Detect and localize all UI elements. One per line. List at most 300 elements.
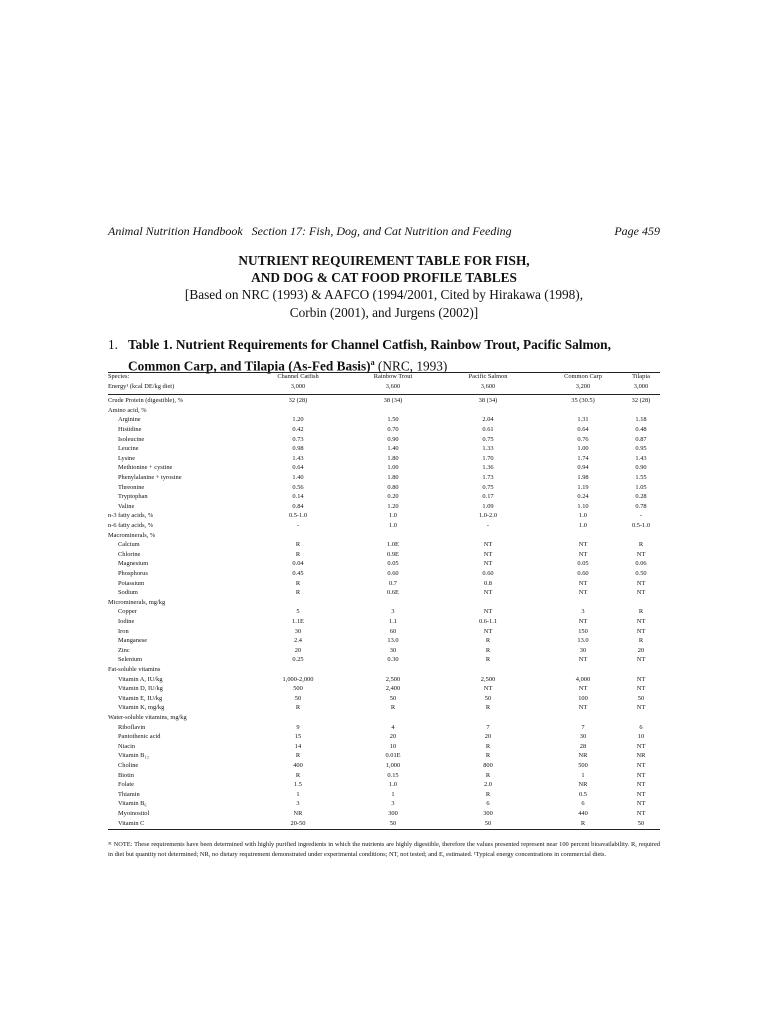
- table-row: [108, 713, 660, 723]
- table-cell: 1.74: [577, 454, 589, 462]
- table-cell: 0.50: [635, 570, 647, 577]
- table-cell: 0.94: [577, 464, 589, 472]
- table-cell: R: [485, 656, 491, 664]
- table-cell: 3,000: [290, 382, 306, 390]
- table-row: [108, 521, 660, 531]
- table-cell: Tilapia: [632, 373, 650, 380]
- row-label: Fat-soluble vitamins: [108, 666, 161, 673]
- table-row: [108, 723, 660, 733]
- table-cell: Rainbow Trout: [373, 373, 413, 380]
- list-number: 1.: [108, 337, 118, 352]
- table-cell: 1.05: [635, 483, 647, 491]
- table-row: [108, 444, 660, 454]
- table-cell: 1.20: [387, 502, 399, 510]
- table-cell: 0.48: [635, 426, 647, 433]
- table-cell: 0.04: [292, 560, 304, 568]
- table-row: [108, 780, 660, 790]
- table-cell: 9: [296, 723, 300, 731]
- table-cell: 0.90: [635, 464, 647, 472]
- table-cell: 440: [578, 810, 588, 817]
- row-label: Leucine: [118, 445, 139, 453]
- table-cell: -: [486, 522, 490, 529]
- table-cell: 0.61: [482, 426, 494, 433]
- table-row: [108, 425, 660, 435]
- table-cell: 1.80: [387, 474, 399, 481]
- table-cell: 30: [389, 646, 397, 654]
- table-cell: 1.5: [294, 781, 302, 789]
- table-cell: 2.04: [482, 416, 494, 424]
- table-cell: 32 (28): [288, 397, 308, 405]
- row-label: Calcium: [118, 541, 140, 549]
- table-cell: 1.09: [482, 502, 494, 510]
- table-row: [108, 607, 660, 617]
- table-cell: 13.0: [577, 637, 589, 645]
- table-cell: NT: [483, 627, 493, 635]
- table-cell: 20: [637, 646, 645, 654]
- table-cell: 3,600: [480, 382, 496, 390]
- table-cell: NT: [483, 685, 493, 693]
- table-cell: 300: [483, 810, 493, 817]
- row-label: Manganese: [118, 637, 148, 645]
- table-cell: NT: [636, 790, 646, 798]
- row-label: Macrominerals, %: [108, 531, 156, 539]
- table-cell: 28: [579, 742, 587, 750]
- row-label: Amino acid, %: [108, 406, 147, 414]
- table-row: [108, 790, 660, 800]
- table-cell: 2,500: [480, 675, 496, 683]
- table-cell: R: [485, 704, 491, 712]
- table-cell: 1.0: [389, 522, 397, 529]
- table-cell: 0.42: [292, 426, 304, 433]
- table-cell: 1.40: [292, 474, 304, 481]
- table-cell: NT: [636, 685, 646, 693]
- table-cell: NR: [578, 752, 588, 760]
- table-cell: 1.36: [482, 464, 494, 472]
- table-cell: 1.73: [482, 474, 494, 481]
- table-cell: R: [485, 771, 491, 779]
- table-row: [108, 569, 660, 579]
- row-label: Isoleucine: [118, 435, 145, 443]
- row-label: Lysine: [118, 454, 136, 462]
- table-row: [108, 732, 660, 742]
- row-label: Histidine: [118, 426, 142, 433]
- table-cell: 1,000: [385, 762, 401, 769]
- table-footnote: ³¹ NOTE: These requirements have been determined with highly purified ingredients in which the nutrients are highly digestible, therefore the values presented represent near 100 percent bioavailability. R, required in diet but quantity not determined; NR, no dietary requirement demonstrated under experimental conditions; NT, not tested; and E, estimated. ¹Typical energy concentrations in commercial diets.: [108, 841, 660, 858]
- table-cell: 0.05: [577, 560, 589, 568]
- table-cell: 0.75: [482, 435, 494, 443]
- table-cell: NR: [636, 752, 646, 760]
- table-cell: 0.05: [387, 560, 399, 568]
- table-cell: 50: [484, 694, 492, 702]
- table-cell: 1: [581, 771, 585, 779]
- table-row: [108, 406, 660, 416]
- row-label: Riboflavin: [118, 723, 146, 731]
- row-label: Myoinositol: [118, 810, 150, 817]
- table-header-row: [108, 382, 660, 392]
- table-cell: NR: [293, 810, 303, 817]
- table-row: [108, 435, 660, 445]
- table-cell: 0.01E: [385, 752, 401, 760]
- table-bottom-rule: [108, 829, 660, 830]
- table-row: [108, 463, 660, 473]
- table-cell: 3,600: [385, 382, 401, 390]
- table-cell: 1,000-2,000: [282, 675, 314, 683]
- table-cell: 20: [389, 733, 397, 741]
- row-label: Vitamin B₆: [118, 800, 147, 808]
- table-cell: 0.95: [635, 445, 647, 453]
- table-cell: NT: [483, 541, 493, 549]
- table-cell: 1.43: [635, 454, 647, 462]
- document-title: [108, 252, 660, 322]
- table-cell: 6: [486, 800, 490, 808]
- row-label: Crude Protein (digestible), %: [108, 397, 183, 405]
- table-cell: 50: [294, 694, 302, 702]
- table-cell: NT: [483, 589, 493, 597]
- row-label: Thiamin: [118, 790, 140, 798]
- table-cell: Common Carp: [564, 373, 602, 380]
- row-label: Tryptophan: [118, 493, 148, 501]
- table-cell: 3: [296, 800, 300, 808]
- table-row: [108, 809, 660, 819]
- table-cell: 38 (34): [478, 397, 498, 405]
- table-cell: R: [485, 752, 491, 760]
- table-cell: 4: [391, 723, 395, 731]
- table-row: [108, 550, 660, 560]
- table-cell: 1.0: [389, 512, 397, 520]
- table-cell: NT: [483, 608, 493, 616]
- table-cell: 1.0-2.0: [478, 512, 498, 520]
- table-cell: 0.28: [635, 493, 647, 501]
- table-cell: NT: [636, 742, 646, 750]
- table-row: [108, 703, 660, 713]
- table-cell: Channel Catfish: [277, 373, 319, 380]
- table-cell: 0.64: [577, 426, 589, 433]
- table-cell: 3,200: [575, 382, 591, 390]
- table-cell: 0.6-1.1: [478, 618, 498, 625]
- table-cell: 35 (30.5): [571, 397, 595, 405]
- page-number: Page 459: [614, 224, 660, 238]
- table-cell: 150: [578, 627, 588, 635]
- table-row: [108, 540, 660, 550]
- table-cell: 0.45: [292, 570, 304, 577]
- table-cell: 300: [388, 810, 398, 817]
- table-cell: 0.6E: [387, 589, 399, 597]
- table-row: [108, 483, 660, 493]
- table-row: [108, 771, 660, 781]
- table-cell: 20-50: [290, 819, 306, 827]
- row-label: Vitamin B₁₂: [118, 752, 149, 760]
- table-cell: 500: [578, 762, 588, 769]
- table-cell: 20: [484, 733, 492, 741]
- title-line-1: NUTRIENT REQUIREMENT TABLE FOR FISH,: [238, 253, 530, 268]
- table-cell: 3: [391, 800, 395, 808]
- table-row: [108, 396, 660, 406]
- table-cell: R: [295, 541, 301, 549]
- table-cell: 2,500: [385, 675, 401, 683]
- table-cell: 0.98: [292, 445, 304, 453]
- table-cell: 1.00: [577, 445, 589, 453]
- row-label: Choline: [118, 762, 139, 769]
- table-cell: 13.0: [387, 637, 399, 645]
- table-cell: 0.73: [292, 435, 304, 443]
- table-caption-citation: (NRC, 1993): [374, 358, 448, 374]
- table-header-rule: [108, 394, 660, 395]
- row-label: Energy¹ (kcal DE/kg diet): [108, 382, 175, 390]
- table-cell: R: [485, 790, 491, 798]
- table-cell: 14: [294, 742, 302, 750]
- table-cell: -: [639, 512, 643, 520]
- table-cell: 0.5: [579, 790, 587, 798]
- row-label: n-6 fatty acids, %: [108, 522, 154, 529]
- table-cell: 0.17: [482, 493, 494, 501]
- running-header: [108, 224, 660, 240]
- table-cell: 1.50: [387, 416, 399, 424]
- table-row: [108, 684, 660, 694]
- table-row: [108, 559, 660, 569]
- table-cell: 50: [389, 694, 397, 702]
- table-cell: 2.0: [484, 781, 492, 789]
- table-cell: R: [638, 541, 644, 549]
- table-cell: 1.0: [579, 512, 587, 520]
- row-label: Niacin: [118, 742, 136, 750]
- table-cell: NT: [578, 685, 588, 693]
- table-cell: 50: [484, 819, 492, 827]
- table-cell: NT: [483, 560, 493, 568]
- table-cell: 1.70: [482, 454, 494, 462]
- table-cell: NT: [578, 656, 588, 664]
- table-cell: NT: [578, 704, 588, 712]
- table-cell: NT: [578, 579, 588, 587]
- table-row: [108, 751, 660, 761]
- row-label: Methionine + cystine: [118, 464, 173, 472]
- table-cell: 32 (28): [631, 397, 651, 405]
- table-row: [108, 579, 660, 589]
- table-cell: 0.06: [635, 560, 647, 568]
- table-row: [108, 655, 660, 665]
- table-row: [108, 473, 660, 483]
- table-row: [108, 588, 660, 598]
- table-cell: 50: [389, 819, 397, 827]
- table-cell: NT: [636, 800, 646, 808]
- row-label: Iron: [118, 627, 129, 635]
- table-row: [108, 636, 660, 646]
- table-cell: NT: [636, 656, 646, 664]
- row-label: Zinc: [118, 646, 130, 654]
- title-source-line-2: Corbin (2001), and Jurgens (2002)]: [289, 305, 479, 320]
- table-cell: R: [485, 742, 491, 750]
- table-cell: 0.90: [387, 435, 399, 443]
- row-label: Vitamin A, IU/kg: [118, 675, 163, 683]
- table-cell: 0.8: [484, 579, 492, 587]
- row-label: Folate: [118, 781, 134, 789]
- row-label: Vitamin C: [118, 819, 145, 827]
- table-cell: R: [295, 579, 301, 587]
- table-cell: 1.33: [482, 445, 494, 453]
- table-cell: 400: [293, 762, 303, 769]
- table-caption-footnote-mark: a: [370, 358, 375, 367]
- table-cell: 50: [637, 694, 645, 702]
- table-row: [108, 694, 660, 704]
- table-cell: R: [295, 771, 301, 779]
- table-cell: 1: [391, 790, 395, 798]
- row-label: Pantothenic acid: [118, 733, 161, 741]
- table-cell: NT: [636, 579, 646, 587]
- table-row: [108, 646, 660, 656]
- row-label: Arginine: [118, 416, 141, 424]
- table-cell: 7: [581, 723, 585, 731]
- table-cell: 1.1E: [292, 618, 304, 625]
- table-cell: -: [296, 522, 300, 529]
- table-row: [108, 665, 660, 675]
- table-cell: 30: [579, 646, 587, 654]
- table-cell: 0.24: [577, 493, 589, 501]
- table-cell: 1.80: [387, 454, 399, 462]
- table-cell: 800: [483, 762, 493, 769]
- table-cell: 0.60: [387, 570, 399, 577]
- table-cell: 0.7: [389, 579, 397, 587]
- table-cell: 1.10: [577, 502, 589, 510]
- table-cell: 0.84: [292, 502, 304, 510]
- table-cell: 60: [389, 627, 397, 635]
- table-cell: R: [295, 550, 301, 558]
- table-cell: 1.0: [579, 522, 587, 529]
- table-cell: NT: [636, 627, 646, 635]
- row-label: Vitamin K, mg/kg: [118, 704, 165, 712]
- row-label: Potassium: [118, 579, 145, 587]
- table-cell: 1.00: [387, 464, 399, 472]
- table-cell: NT: [636, 550, 646, 558]
- table-header-row: [108, 372, 660, 382]
- row-label: n-3 fatty acids, %: [108, 512, 154, 520]
- table-cell: NT: [636, 781, 646, 789]
- table-cell: 100: [578, 694, 588, 702]
- table-cell: 0.25: [292, 656, 304, 664]
- table-cell: R: [638, 637, 644, 645]
- title-source-line-1: [Based on NRC (1993) & AAFCO (1994/2001, Cited by Hirakawa (1998),: [184, 287, 584, 302]
- table-cell: 10: [637, 733, 645, 741]
- table-cell: R: [295, 704, 301, 712]
- row-label: Selenium: [118, 656, 143, 664]
- table-row: [108, 415, 660, 425]
- table-cell: 1.20: [292, 416, 304, 424]
- row-label: Copper: [118, 608, 137, 616]
- table-row: [108, 819, 660, 829]
- running-header-title: Animal Nutrition Handbook Section 17: Fish, Dog, and Cat Nutrition and Feeding: [108, 224, 512, 238]
- table-cell: 0.87: [635, 435, 647, 443]
- table-cell: 30: [579, 733, 587, 741]
- table-row: [108, 511, 660, 521]
- row-label: Magnesium: [118, 560, 149, 568]
- table-cell: R: [390, 704, 396, 712]
- table-cell: 0.14: [292, 493, 304, 501]
- table-row: [108, 492, 660, 502]
- table-cell: 30: [294, 627, 302, 635]
- table-cell: 0.64: [292, 464, 304, 472]
- table-cell: 0.15: [387, 771, 399, 779]
- table-cell: NT: [636, 810, 646, 817]
- row-label: Vitamin D, IU/kg: [118, 685, 163, 693]
- table-cell: NT: [578, 589, 588, 597]
- row-label: Sodium: [118, 589, 138, 597]
- table-cell: 6: [639, 723, 643, 731]
- table-cell: NT: [636, 618, 646, 625]
- table-cell: NT: [636, 589, 646, 597]
- table-cell: 20: [294, 646, 302, 654]
- table-cell: 1.43: [292, 454, 304, 462]
- table-cell: 50: [637, 819, 645, 827]
- table-caption-line-2: Common Carp, and Tilapia (As-Fed Basis): [128, 358, 371, 374]
- table-cell: R: [295, 752, 301, 760]
- table-cell: Pacific Salmon: [468, 373, 508, 380]
- table-cell: 0.80: [387, 483, 399, 491]
- table-row: [108, 799, 660, 809]
- table-row: [108, 627, 660, 637]
- table-cell: 0.76: [577, 435, 589, 443]
- table-cell: R: [485, 637, 491, 645]
- table-cell: 1.0: [389, 781, 397, 789]
- table-cell: 3: [581, 608, 585, 616]
- table-cell: 1.1: [389, 618, 397, 625]
- table-caption-line-1: Table 1. Nutrient Requirements for Channel Catfish, Rainbow Trout, Pacific Salmon,: [128, 337, 611, 352]
- table-cell: 5: [296, 608, 300, 616]
- table-cell: R: [580, 819, 586, 827]
- table-cell: 0.20: [387, 493, 399, 501]
- table-cell: 0.9E: [387, 550, 399, 558]
- table-cell: 10: [389, 742, 397, 750]
- table-cell: 1.0E: [387, 541, 399, 549]
- row-label: Threonine: [118, 483, 145, 491]
- row-label: Phenylalanine + tyrosine: [118, 474, 182, 481]
- table-row: [108, 617, 660, 627]
- table-row: [108, 761, 660, 771]
- table-cell: 1.40: [387, 445, 399, 453]
- table-cell: 500: [293, 685, 303, 693]
- table-row: [108, 454, 660, 464]
- row-label: Microminerals, mg/kg: [108, 598, 166, 606]
- table-cell: NT: [636, 771, 646, 779]
- row-label: Vitamin E, IU/kg: [118, 694, 163, 702]
- row-label: Biotin: [118, 771, 134, 779]
- table-row: [108, 742, 660, 752]
- table-cell: 3: [391, 608, 395, 616]
- table-cell: 1.55: [635, 474, 647, 481]
- table-cell: NR: [578, 781, 588, 789]
- title-line-2: AND DOG & CAT FOOD PROFILE TABLES: [251, 270, 517, 285]
- table-cell: NT: [636, 704, 646, 712]
- table-cell: 0.75: [482, 483, 494, 491]
- table-cell: NT: [578, 618, 588, 625]
- row-label: Chlorine: [118, 550, 141, 558]
- table-row: [108, 675, 660, 685]
- table-cell: NT: [636, 675, 646, 683]
- table-cell: 7: [486, 723, 490, 731]
- table-cell: 1.31: [577, 416, 589, 424]
- table-cell: 38 (34): [383, 397, 403, 405]
- row-label: Species:: [108, 373, 130, 380]
- table-cell: 1.18: [635, 416, 647, 424]
- table-cell: 6: [581, 800, 585, 808]
- table-row: [108, 502, 660, 512]
- table-cell: 0.30: [387, 656, 399, 664]
- row-label: Valine: [118, 502, 135, 510]
- table-cell: 3,000: [633, 382, 649, 390]
- table-cell: NT: [578, 541, 588, 549]
- table-cell: 0.56: [292, 483, 304, 491]
- table-cell: 1: [296, 790, 300, 798]
- table-cell: R: [295, 589, 301, 597]
- table-cell: 0.78: [635, 502, 647, 510]
- table-cell: 4,000: [575, 675, 591, 683]
